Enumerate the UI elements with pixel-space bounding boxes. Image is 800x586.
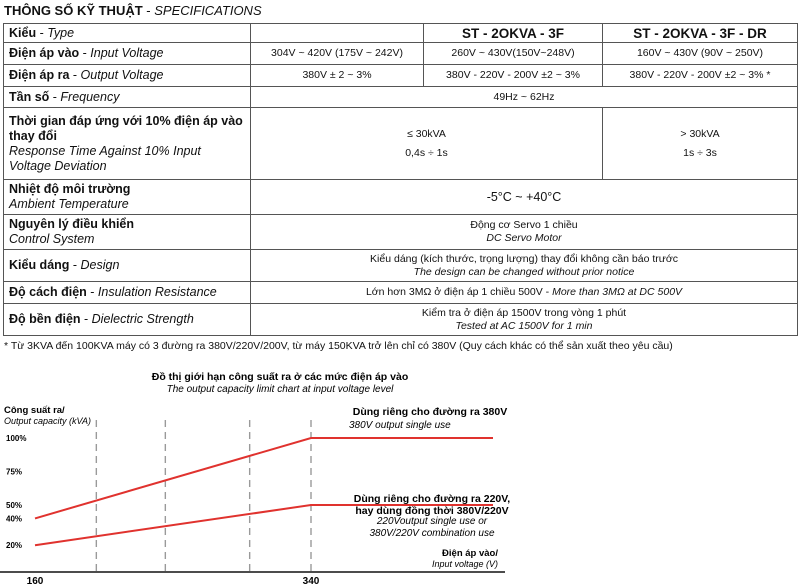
dielectric-en: Tested at AC 1500V for 1 min [455, 319, 593, 332]
y-tick-label: 20% [6, 541, 23, 551]
input-voltage-1: 304V ~ 420V (175V ~ 242V) [251, 43, 424, 65]
frequency-value: 49Hz ~ 62Hz [251, 87, 798, 108]
label-vi: Điện áp vào [9, 46, 80, 60]
y-tick-label: 100% [6, 434, 27, 443]
label-en: Type [47, 25, 75, 40]
insulation-vi: Lớn hơn 3MΩ ở điện áp 1 chiều 500V [365, 286, 543, 298]
output-voltage-2: 380V - 220V - 200V ±2 ~ 3% [424, 65, 603, 87]
x-axis-label: Điện áp vào/ [442, 548, 498, 559]
label-en: Input Voltage [90, 46, 164, 60]
row-label: Độ cách điện - Insulation Resistance [4, 282, 251, 304]
label-vi: Tần số [9, 89, 50, 104]
output-voltage-3: 380V - 220V - 200V ±2 ~ 3% * [603, 65, 798, 87]
series-1-label-en: 380V output single use [349, 420, 451, 431]
y-tick-label: 75% [6, 467, 23, 477]
chart-subtitle: The output capacity limit chart at input voltage level [166, 384, 394, 395]
type-cell-2: ST - 2OKVA - 3F [424, 24, 603, 43]
insulation-cell: Lớn hơn 3MΩ ở điện áp 1 chiều 500V - More than 3MΩ at DC 500V [251, 282, 798, 304]
label-en: Response Time Against 10% Input Voltage Deviation [9, 143, 201, 173]
response-small-time: 0,4s ÷ 1s [405, 146, 448, 159]
insulation-en: More than 3MΩ at DC 500V [552, 286, 683, 298]
series-2-label-en [369, 516, 495, 539]
label-en: Control System [9, 232, 95, 246]
temperature-value: -5°C ~ +40°C [251, 180, 798, 215]
y-tick-label: 40% [6, 514, 23, 524]
input-voltage-3: 160V ~ 430V (90V ~ 250V) [603, 43, 798, 65]
chart-title: Đồ thị giới hạn công suất ra ở các mức điện áp vào [151, 371, 409, 383]
series-1-label: Dùng riêng cho đường ra 380V [352, 406, 508, 418]
response-large-time: 1s ÷ 3s [683, 146, 717, 159]
type-cell-3: ST - 2OKVA - 3F - DR [603, 24, 798, 43]
output-voltage-1: 380V ± 2 ~ 3% [251, 65, 424, 87]
label-vi: Nguyên lý điều khiển [9, 217, 135, 231]
spec-title-en: SPECIFICATIONS [154, 3, 262, 18]
label-vi: Kiểu dáng [9, 258, 70, 272]
series-2-label-line1: Dùng riêng cho đường ra 220V, [353, 493, 511, 505]
x-tick-label: 160 [26, 576, 44, 586]
design-en: The design can be changed without prior notice [413, 265, 635, 278]
label-vi: Thời gian đáp ứng với 10% điện áp vào thay đổi [9, 113, 243, 143]
x-ticks [27, 576, 320, 586]
row-label: Tần số - Frequency [4, 87, 251, 108]
footnote: * Từ 3KVA đến 100KVA máy có 3 đường ra 380V/220V/200V, từ máy 150KVA trở lên chỉ có 380V (Quy cách khác có thể sản xuất theo yêu cầu) [4, 340, 673, 352]
label-vi: Độ cách điện [9, 285, 87, 299]
label-en: Ambient Temperature [9, 197, 129, 211]
spec-title-sep: - [142, 3, 155, 18]
label-vi: Kiểu [9, 25, 37, 40]
x-tick-label: 340 [302, 576, 320, 586]
series-2-label-en-line1: 220Voutput single use or [376, 516, 488, 527]
dielectric-vi: Kiểm tra ở điện áp 1500V trong vòng 1 phút [421, 306, 627, 319]
label-en: Dielectric Strength [91, 312, 194, 326]
response-large-range: > 30kVA [680, 127, 720, 140]
label-vi: Nhiệt độ môi trường [9, 182, 131, 196]
label-en: Output Voltage [80, 68, 164, 82]
label-vi: Điện áp ra [9, 68, 70, 82]
row-label: Độ bền điện - Dielectric Strength [4, 304, 251, 336]
response-small-range: ≤ 30kVA [407, 127, 446, 140]
control-system-vi: Động cơ Servo 1 chiều [470, 219, 578, 231]
y-axis-label: Công suất ra/ [4, 405, 65, 416]
label-en: Frequency [60, 89, 120, 104]
x-axis-label-en: Input voltage (V) [431, 559, 498, 569]
row-label: Kiểu - Type [4, 24, 251, 43]
y-ticks [6, 434, 26, 550]
y-tick-label: 50% [6, 501, 23, 510]
row-label: Điện áp vào - Input Voltage [4, 43, 251, 65]
dashed-guides [96, 420, 311, 572]
series-2-label-en-line2: 380V/220V combination use [369, 528, 495, 539]
label-vi: Độ bền điện [9, 312, 81, 326]
spec-title-vi: THÔNG SỐ KỸ THUẬT [4, 3, 143, 18]
series-2-label-line2: hay dùng đồng thời 380V/220V [355, 505, 509, 517]
label-en: Insulation Resistance [97, 285, 217, 299]
design-vi: Kiểu dáng (kích thước, trọng lượng) thay đổi không cần báo trước [370, 252, 678, 265]
row-label: Điện áp ra - Output Voltage [4, 65, 251, 87]
y-axis-label-en: Output capacity (kVA) [4, 416, 92, 426]
row-label: Kiểu dáng - Design [4, 250, 251, 282]
series-2-label [354, 493, 511, 517]
input-voltage-2: 260V ~ 430V(150V~248V) [424, 43, 603, 65]
control-system-en: DC Servo Motor [486, 232, 562, 244]
label-en: Design [80, 258, 120, 272]
